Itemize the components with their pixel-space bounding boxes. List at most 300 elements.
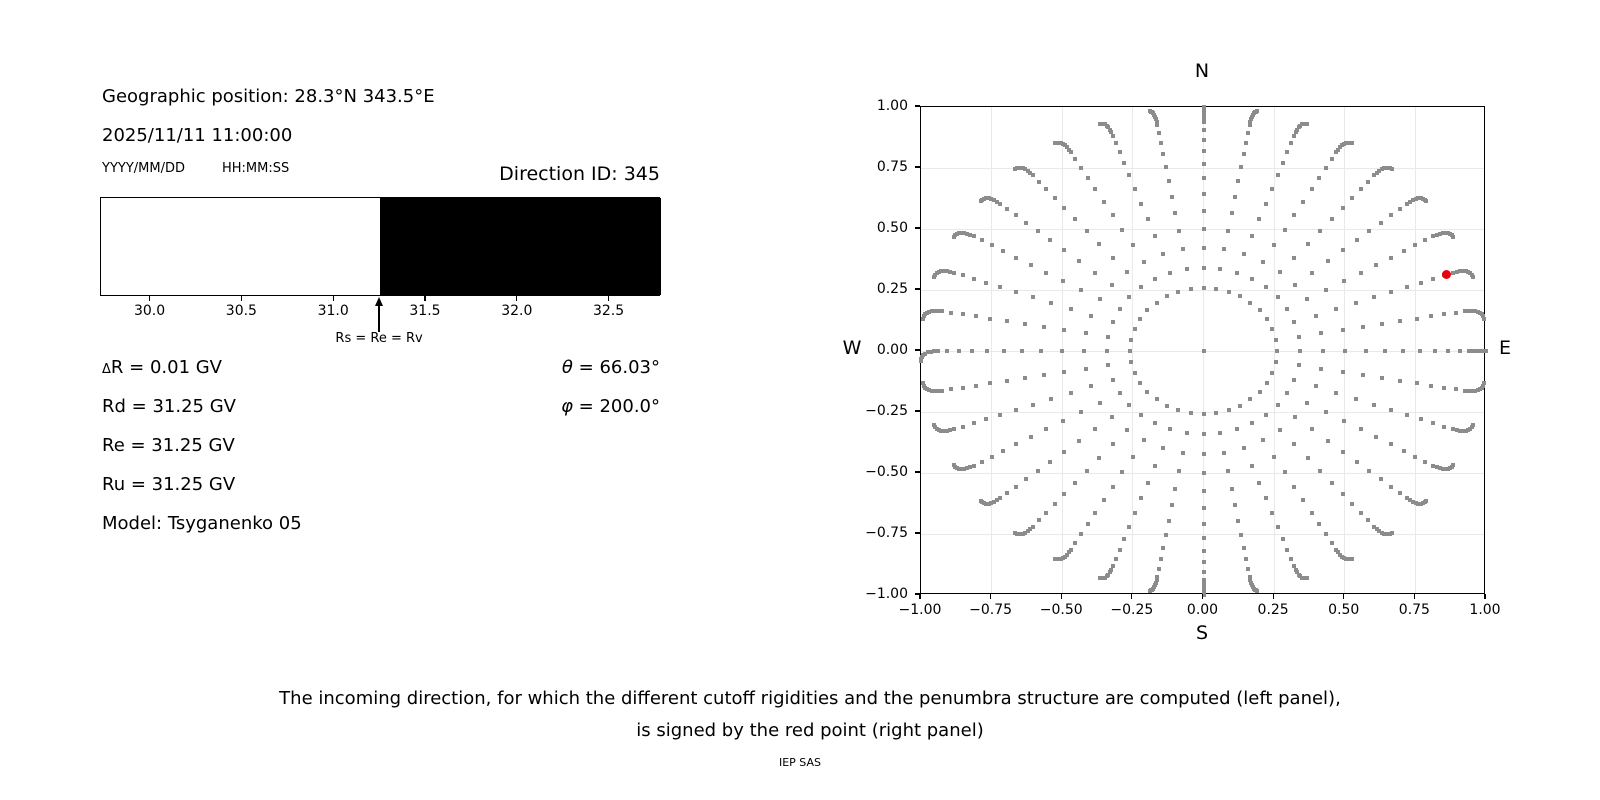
grid-point [1301,498,1305,502]
grid-point [1069,391,1073,395]
grid-point [1202,349,1206,353]
y-axis-tick [915,532,920,533]
x-axis-tick [1061,594,1062,599]
grid-point [1244,141,1248,145]
grid-point [919,359,923,363]
grid-point [1236,179,1240,183]
grid-point [1202,506,1206,510]
grid-point [1133,371,1137,375]
grid-point [1157,567,1161,571]
grid-point [1341,492,1345,496]
grid-point [1248,397,1252,401]
grid-point [1222,451,1226,455]
penumbra-band-forbidden [380,198,661,295]
grid-point [1398,319,1402,323]
grid-point [1077,439,1081,443]
grid-point [1389,408,1393,412]
grid-point [1168,271,1172,275]
grid-point [1177,229,1181,233]
grid-point [1202,176,1206,180]
grid-point [1148,109,1152,113]
grid-point [979,199,983,203]
grid-point [921,381,925,385]
grid-point [940,389,944,393]
grid-point [1305,401,1309,405]
grid-point [1073,217,1077,221]
grid-point [1383,349,1387,353]
grid-point [1442,312,1446,316]
grid-point [1361,373,1365,377]
grid-point [1111,378,1115,382]
grid-point [1359,511,1363,515]
grid-point [1073,481,1077,485]
grid-point [1424,199,1428,203]
grid-point [961,312,965,316]
y-axis-tick-label: −1.00 [865,585,908,602]
grid-point [1145,308,1149,312]
grid-point [1202,536,1206,540]
grid-point [1014,485,1018,489]
y-axis-tick [915,349,920,350]
y-axis-tick [915,593,920,594]
theta-symbol: θ [561,357,573,378]
grid-point [1246,567,1250,571]
penumbra-tick-label: 31.5 [409,303,441,319]
grid-point [1244,557,1248,561]
grid-point [1366,518,1370,522]
observation-datetime: 2025/11/11 11:00:00 [102,125,293,146]
penumbra-tick-label: 31.0 [317,303,349,319]
grid-point [1084,331,1088,335]
grid-point [1419,281,1423,285]
grid-point [972,464,976,468]
grid-point [1389,442,1393,446]
grid-point [1001,249,1005,253]
grid-point [1305,297,1309,301]
grid-point [1202,120,1206,124]
grid-point [1053,141,1057,145]
grid-point [980,238,984,242]
grid-point [1341,206,1345,210]
grid-point [921,317,925,321]
grid-point [1405,413,1409,417]
grid-point [1330,541,1334,545]
grid-point [1326,259,1330,263]
grid-point [1379,221,1383,225]
grid-point [1238,404,1242,408]
grid-point [961,425,965,429]
grid-point [1402,449,1406,453]
grid-point [1044,511,1048,515]
grid-point [1310,427,1314,431]
grid-point [1222,247,1226,251]
grid-point [1278,428,1282,432]
grid-point [1202,489,1206,493]
grid-point [1261,438,1265,442]
grid-point [1276,295,1280,299]
grid-point [1138,381,1142,385]
grid-point [1389,290,1393,294]
grid-point [1089,384,1093,388]
grid-point [1097,456,1101,460]
grid-point [1202,286,1206,290]
grid-point [1159,557,1163,561]
grid-point [1264,413,1268,417]
grid-point [1379,477,1383,481]
grid-point [1173,211,1177,215]
grid-point [1258,308,1262,312]
grid-point [1389,256,1393,260]
grid-point [1202,209,1206,213]
penumbra-tick [149,296,150,301]
info-row-phi-text: = 200.0° [572,396,660,417]
grid-point [1230,211,1234,215]
grid-point [1248,301,1252,305]
info-row-phi [360,396,660,418]
grid-point [1354,397,1358,401]
grid-point [1285,307,1289,311]
grid-point [1202,138,1206,142]
grid-point [1342,279,1346,283]
grid-point [1310,187,1314,191]
grid-point [952,235,956,239]
grid-point [1189,287,1193,291]
grid-point [1061,279,1065,283]
grid-point [1270,327,1274,331]
grid-point [1202,227,1206,231]
grid-point [1424,499,1428,503]
grid-line-horizontal [921,534,1484,535]
grid-point [1429,314,1433,318]
grid-point [1227,290,1231,294]
grid-point [1114,557,1118,561]
grid-point [1098,297,1102,301]
grid-point [1330,481,1334,485]
grid-point [1202,192,1206,196]
grid-point [1218,267,1222,271]
grid-point [1061,419,1065,423]
grid-point [1423,460,1427,464]
grid-point [1044,187,1048,191]
x-axis-tick-label: 0.00 [1186,602,1219,618]
grid-point [1372,403,1376,407]
grid-point [1289,141,1293,145]
grid-point [936,349,940,353]
grid-point [990,455,994,459]
x-axis-tick [1343,594,1344,599]
grid-point [1062,206,1066,210]
grid-point [1442,425,1446,429]
grid-point [1085,469,1089,473]
grid-point [979,499,983,503]
grid-point [1239,165,1243,169]
grid-point [990,243,994,247]
grid-point [1239,533,1243,537]
grid-point [1276,403,1280,407]
grid-point [1292,256,1296,260]
y-axis-tick [915,471,920,472]
x-axis-tick-label: 0.75 [1398,602,1430,618]
grid-point [1257,217,1261,221]
grid-point [1374,435,1378,439]
grid-point [1120,228,1124,232]
grid-point [1062,492,1066,496]
grid-point [1265,317,1269,321]
grid-point [1297,335,1301,339]
grid-point [1170,503,1174,507]
y-axis-tick [915,166,920,167]
grid-point [1139,413,1143,417]
grid-point [1454,387,1458,391]
geo-position-label: Geographic position: 28.3°N 343.5°E [102,86,435,107]
x-axis-tick-label: −0.75 [969,602,1013,618]
grid-point [1153,464,1157,468]
grid-point [1270,371,1274,375]
grid-point [1292,442,1296,446]
grid-point [1098,576,1102,580]
grid-point [1060,349,1064,353]
grid-point [1380,322,1384,326]
grid-point [1023,376,1027,380]
info-row-re: Re = 31.25 GV [102,435,235,456]
grid-point [1250,421,1254,425]
grid-point [1049,397,1053,401]
grid-point [1359,427,1363,431]
grid-point [1451,235,1455,239]
grid-point [1235,427,1239,431]
grid-point [1165,294,1169,298]
x-axis-tick [1131,594,1132,599]
grid-point [1301,200,1305,204]
penumbra-tick-label: 30.0 [133,303,166,319]
grid-point [1226,469,1230,473]
grid-point [1281,537,1285,541]
grid-point [1238,294,1242,298]
grid-point [1037,518,1041,522]
grid-point [1442,386,1446,390]
x-axis-tick-label: 0.50 [1328,602,1360,618]
compass-label-east: E [1498,337,1511,359]
grid-point [1324,532,1328,536]
grid-point [1086,176,1090,180]
x-axis-tick-label: −0.25 [1110,602,1154,618]
grid-point [1093,187,1097,191]
grid-point [1257,481,1261,485]
grid-point [1013,531,1017,535]
grid-point [1133,327,1137,331]
grid-line-horizontal [921,168,1484,169]
model-label: Model: Tsyganenko 05 [102,513,302,534]
grid-point [1255,589,1259,593]
grid-point [1013,167,1017,171]
penumbra-tick [241,296,242,301]
grid-point [1069,307,1073,311]
grid-point [1036,469,1040,473]
grid-point [1167,519,1171,523]
grid-point [1374,263,1378,267]
grid-point [1125,270,1129,274]
grid-point [1285,150,1289,154]
grid-point [932,423,936,427]
grid-point [1073,541,1077,545]
x-axis-tick-label: −1.00 [898,602,942,618]
direction-plot [920,106,1485,594]
grid-point [1139,496,1143,500]
grid-point [1274,360,1278,364]
grid-point [1343,349,1347,353]
grid-point [1413,243,1417,247]
grid-point [1077,259,1081,263]
grid-point [1170,195,1174,199]
grid-point [1319,367,1323,371]
penumbra-tick [516,296,517,301]
grid-point [972,421,976,425]
grid-point [1285,548,1289,552]
grid-point [1142,438,1146,442]
grid-point [1326,439,1330,443]
x-axis-tick [990,594,991,599]
x-axis-tick [1273,594,1274,599]
penumbra-tick [608,296,609,301]
grid-point [1153,234,1157,238]
grid-point [988,317,992,321]
grid-point [1413,455,1417,459]
grid-point [1139,285,1143,289]
grid-point [1111,442,1115,446]
grid-point [1093,427,1097,431]
grid-point [1029,435,1033,439]
grid-point [932,349,936,353]
grid-point [1161,152,1165,156]
grid-point [1024,477,1028,481]
grid-point [1350,557,1354,561]
grid-point [1082,349,1086,353]
grid-point [1289,557,1293,561]
cutoff-arrow-label: Rs = Re = Rv [335,331,423,346]
phi-symbol: φ [561,396,573,417]
grid-point [1079,410,1083,414]
grid-point [1048,460,1052,464]
grid-point [1159,141,1163,145]
grid-point [1138,317,1142,321]
grid-point [1049,301,1053,305]
grid-point [988,381,992,385]
grid-point [1398,379,1402,383]
grid-point [1118,307,1122,311]
grid-point [1153,277,1157,281]
grid-point [1202,412,1206,416]
y-axis-tick [915,288,920,289]
grid-point [1053,196,1057,200]
grid-point [1164,165,1168,169]
grid-point [1014,408,1018,412]
grid-point [1236,519,1240,523]
info-row-deltaR-text: R = 0.01 GV [110,357,222,378]
grid-point [1176,290,1180,294]
grid-point [1350,141,1354,145]
grid-point [1361,325,1365,329]
grid-point [1079,288,1083,292]
grid-point [984,281,988,285]
grid-point [1398,491,1402,495]
y-axis-tick-label: 0.75 [876,158,908,175]
grid-point [1292,485,1296,489]
penumbra-tick-label: 32.0 [501,303,533,319]
grid-point [1106,363,1110,367]
grid-point [972,277,976,281]
grid-point [1359,187,1363,191]
grid-point [1324,288,1328,292]
grid-point [1324,166,1328,170]
grid-point [1389,485,1393,489]
grid-point [1157,131,1161,135]
grid-point [1202,128,1206,132]
grid-point [1242,446,1246,450]
grid-point [1292,213,1296,217]
grid-point [1202,432,1206,436]
grid-point [1133,511,1137,515]
x-axis-tick-label: 1.00 [1469,602,1501,618]
grid-point [1281,161,1285,165]
grid-point [1433,349,1437,353]
grid-point [1276,525,1280,529]
info-row-theta-text: = 66.03° [572,357,660,378]
grid-point [1405,285,1409,289]
grid-point [1401,349,1405,353]
grid-point [998,413,1002,417]
grid-point [1185,431,1189,435]
y-axis-tick-label: 0.25 [876,280,908,297]
grid-point [1084,367,1088,371]
grid-point [1415,381,1419,385]
grid-point [1062,328,1066,332]
grid-point [1029,263,1033,267]
grid-point [1102,498,1106,502]
grid-point [1111,485,1115,489]
grid-point [1318,229,1322,233]
grid-point [1131,455,1135,459]
grid-point [1118,391,1122,395]
grid-point [1265,381,1269,385]
grid-point [940,309,944,313]
penumbra-tick-label: 30.5 [225,303,257,319]
info-row-theta [360,357,660,379]
grid-point [1471,275,1475,279]
grid-point [1086,522,1090,526]
penumbra-band-allowed [101,198,380,295]
grid-point [1390,167,1394,171]
delta-symbol: Δ [102,362,111,377]
x-axis-tick-label: 0.25 [1257,602,1289,618]
grid-point [1341,328,1345,332]
compass-label-west: W [842,337,862,359]
grid-point [1161,446,1165,450]
grid-point [1270,187,1274,191]
grid-point [1367,469,1371,473]
grid-point [1110,415,1114,419]
grid-point [948,428,952,432]
grid-point [1146,481,1150,485]
grid-point [1398,207,1402,211]
grid-point [1164,533,1168,537]
grid-point [1293,283,1297,287]
grid-point [1380,376,1384,380]
grid-point [1233,503,1237,507]
grid-point [1185,267,1189,271]
info-row-rd: Rd = 31.25 GV [102,396,236,417]
grid-point [1272,455,1276,459]
x-axis-tick [1202,594,1203,599]
